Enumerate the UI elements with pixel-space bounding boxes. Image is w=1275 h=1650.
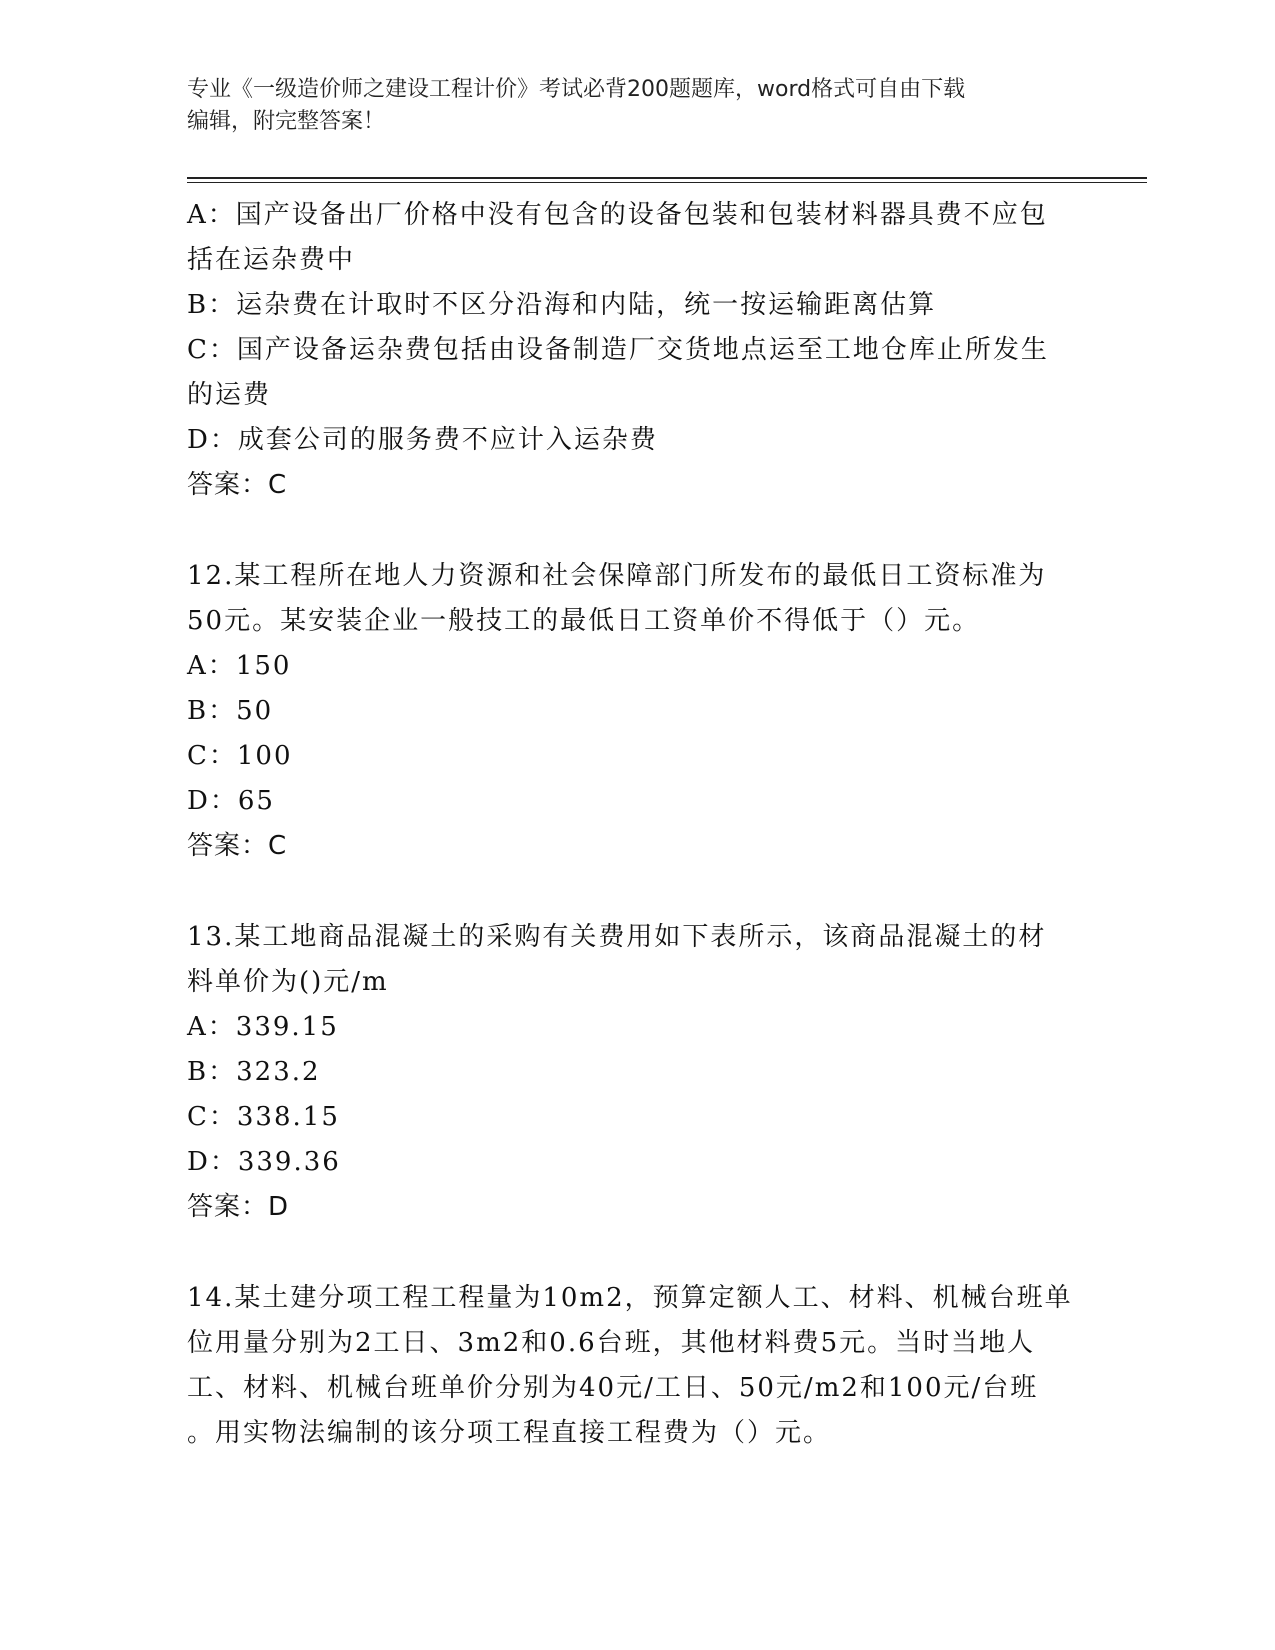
- q11-option-a-line-2: 括在运杂费中: [187, 245, 356, 275]
- q11-answer: 答案：C: [187, 470, 288, 500]
- document-header: [187, 74, 1087, 138]
- q14-stem-line-1: 14.某土建分项工程工程量为10m2，预算定额人工、材料、机械台班单: [187, 1283, 1073, 1313]
- q11-option-c-line-1: C：国产设备运杂费包括由设备制造厂交货地点运至工地仓库止所发生: [187, 335, 1049, 365]
- q11-option-b: B：运杂费在计取时不区分沿海和内陆，统一按运输距离估算: [187, 290, 937, 320]
- question-11: [187, 193, 1087, 508]
- q13-option-a: A：339.15: [187, 1012, 339, 1042]
- question-content: [187, 193, 1087, 1456]
- q12-option-c: C：100: [187, 741, 293, 771]
- q13-option-b: B：323.2: [187, 1057, 321, 1087]
- q13-stem-line-2: 料单价为()元/m: [187, 967, 389, 997]
- q13-answer: 答案：D: [187, 1192, 290, 1222]
- header-line-1: 专业《一级造价师之建设工程计价》考试必背200题题库，word格式可自由下载: [187, 77, 966, 102]
- question-14: [187, 1276, 1087, 1456]
- q12-answer: 答案：C: [187, 831, 288, 861]
- q13-stem-line-1: 13.某工地商品混凝土的采购有关费用如下表所示，该商品混凝土的材: [187, 922, 1047, 952]
- question-12: [187, 554, 1087, 869]
- q12-option-d: D：65: [187, 786, 275, 816]
- q12-option-a: A：150: [187, 651, 292, 681]
- header-divider-top: [187, 177, 1147, 179]
- header-line-2: 编辑，附完整答案！: [187, 109, 386, 134]
- q11-option-d: D：成套公司的服务费不应计入运杂费: [187, 425, 658, 455]
- question-13: [187, 915, 1087, 1230]
- q12-stem-line-1: 12.某工程所在地人力资源和社会保障部门所发布的最低日工资标准为: [187, 561, 1047, 591]
- spacer: [187, 508, 1087, 554]
- q14-stem-line-3: 工、材料、机械台班单价分别为40元/工日、50元/m2和100元/台班: [187, 1373, 1039, 1403]
- header-divider-bottom: [187, 182, 1147, 183]
- q12-stem-line-2: 50元。某安装企业一般技工的最低日工资单价不得低于（）元。: [187, 606, 981, 636]
- q13-option-d: D：339.36: [187, 1147, 341, 1177]
- spacer: [187, 1230, 1087, 1276]
- spacer: [187, 869, 1087, 915]
- q12-option-b: B：50: [187, 696, 274, 726]
- q14-stem-line-2: 位用量分别为2工日、3m2和0.6台班，其他材料费5元。当时当地人: [187, 1328, 1036, 1358]
- q11-option-c-line-2: 的运费: [187, 380, 272, 410]
- q13-option-c: C：338.15: [187, 1102, 340, 1132]
- q14-stem-line-4: 。用实物法编制的该分项工程直接工程费为（）元。: [187, 1418, 832, 1448]
- q11-option-a-line-1: A：国产设备出厂价格中没有包含的设备包装和包装材料器具费不应包: [187, 200, 1048, 230]
